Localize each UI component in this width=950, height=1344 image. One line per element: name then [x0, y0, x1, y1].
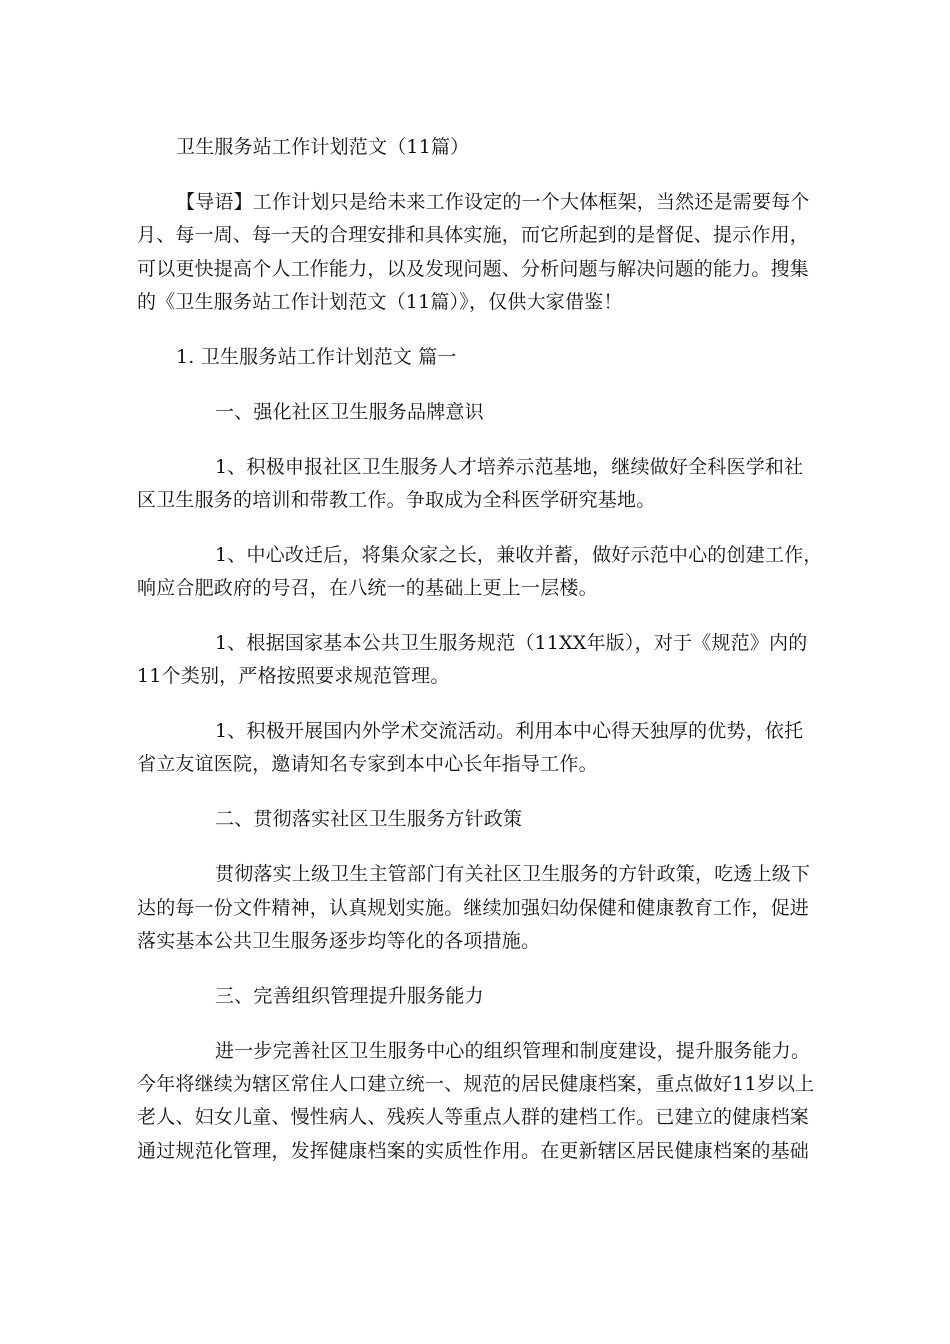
item2-line-2: 响应合肥政府的号召，在八统一的基础上更上一层楼。: [137, 577, 598, 599]
part1-heading: 一、强化社区卫生服务品牌意识: [215, 401, 484, 423]
item3-line-2: 11个类别，严格按照要求规范管理。: [137, 665, 450, 687]
item2-line-1: 1、中心改迁后，将集众家之长，兼收并蓄，做好示范中心的创建工作，: [215, 544, 823, 566]
part2-line-1: 贯彻落实上级卫生主管部门有关社区卫生服务的方针政策，吃透上级下: [215, 863, 811, 885]
intro-line-4: 的《卫生服务站工作计划范文（11篇）》，仅供大家借鉴！: [137, 291, 623, 313]
section-heading: 1. 卫生服务站工作计划范文 篇一: [176, 346, 457, 368]
part2-line-2: 达的每一份文件精神，认真规划实施。继续加强妇幼保健和健康教育工作，促进: [137, 897, 810, 919]
part2-line-3: 落实基本公共卫生服务逐步均等化的各项措施。: [137, 930, 541, 952]
intro-line-2: 月、每一周、每一天的合理安排和具体实施，而它所起到的是督促、提示作用，: [137, 224, 810, 246]
part3-line-2: 今年将继续为辖区常住人口建立统一、规范的居民健康档案，重点做好11岁以上: [137, 1073, 815, 1095]
part2-heading: 二、贯彻落实社区卫生服务方针政策: [215, 808, 523, 830]
part3-line-3: 老人、妇女儿童、慢性病人、残疾人等重点人群的建档工作。已建立的健康档案: [137, 1106, 810, 1128]
part3-line-4: 通过规范化管理，发挥健康档案的实质性作用。在更新辖区居民健康档案的基础: [137, 1140, 810, 1162]
part3-line-1: 进一步完善社区卫生服务中心的组织管理和制度建设，提升服务能力。: [215, 1040, 811, 1062]
item4-line-2: 省立友谊医院，邀请知名专家到本中心长年指导工作。: [137, 753, 598, 775]
item4-line-1: 1、积极开展国内外学术交流活动。利用本中心得天独厚的优势，依托: [215, 720, 804, 742]
document-title: 卫生服务站工作计划范文（11篇）: [176, 136, 470, 158]
intro-line-3: 可以更快提高个人工作能力，以及发现问题、分析问题与解决问题的能力。搜集: [137, 258, 810, 280]
intro-line-1: 【导语】工作计划只是给未来工作设定的一个大体框架，当然还是需要每个: [176, 191, 810, 213]
item1-line-2: 区卫生服务的培训和带教工作。争取成为全科医学研究基地。: [137, 489, 656, 511]
part3-heading: 三、完善组织管理提升服务能力: [215, 985, 484, 1007]
item1-line-1: 1、积极申报社区卫生服务人才培养示范基地，继续做好全科医学和社: [215, 456, 804, 478]
item3-line-1: 1、根据国家基本公共卫生服务规范（11XX年版），对于《规范》内的: [215, 632, 808, 654]
